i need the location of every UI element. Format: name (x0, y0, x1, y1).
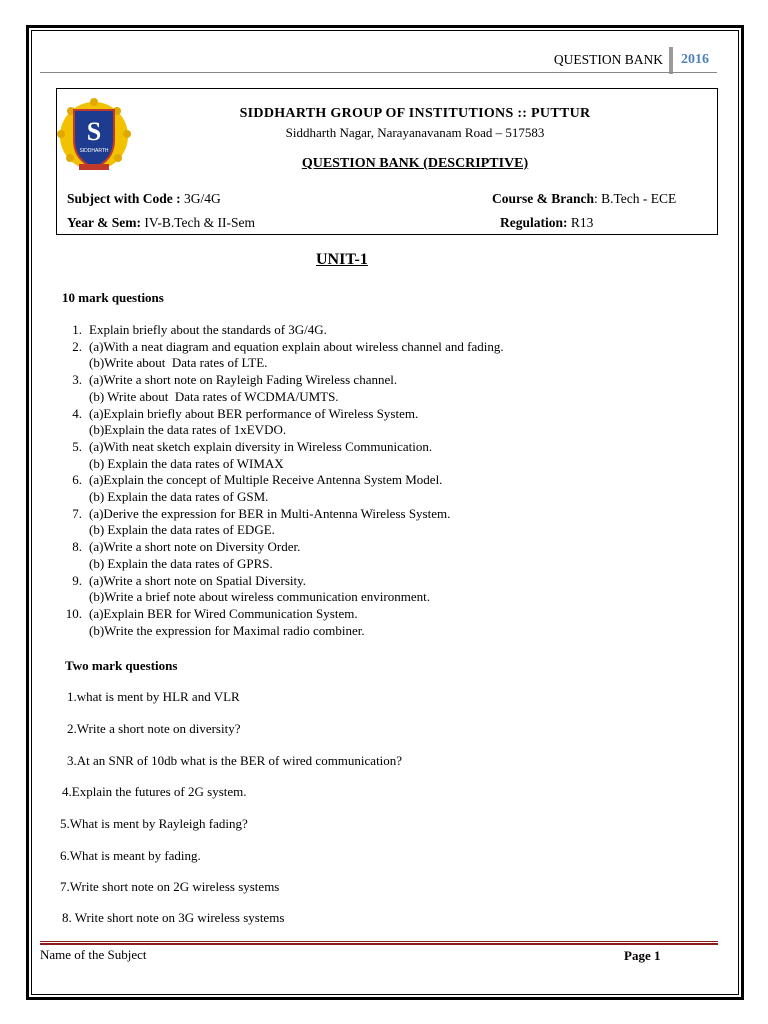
two-mark-question: 8. Write short note on 3G wireless systems (62, 910, 285, 925)
question-number: 1. (72, 322, 82, 337)
question-number: 2. (72, 338, 82, 354)
footer-page-number: Page 1 (624, 948, 661, 963)
question-text: (a)Explain briefly about BER performance of Wireless System. (89, 405, 419, 421)
question-number: 6. (72, 472, 82, 488)
two-mark-question: 1.what is ment by HLR and VLR (67, 689, 240, 704)
two-mark-question: 2.Write a short note on diversity? (67, 721, 241, 736)
question-text: Explain briefly about the standards of 3G/4G. (89, 322, 327, 337)
question-number: 3. (72, 372, 82, 388)
two-mark-question: 5.What is ment by Rayleigh fading? (60, 816, 248, 831)
page-header (554, 48, 709, 72)
svg-text:S: S (86, 117, 102, 146)
question-number: 7. (72, 505, 82, 521)
header-divider (669, 47, 673, 74)
footer-rule-thick (40, 943, 718, 945)
question-text: (b)Write about Data rates of LTE. (89, 355, 268, 371)
two-mark-question: 4.Explain the futures of 2G system. (62, 784, 247, 799)
subject-label: Subject with Code : (67, 191, 181, 206)
question-text: (b) Explain the data rates of GSM. (89, 489, 269, 504)
document-title: QUESTION BANK (DESCRIPTIVE) (301, 156, 529, 171)
question-number: 4. (72, 405, 82, 421)
institution-logo (57, 96, 131, 174)
ten-mark-heading: 10 mark questions (62, 290, 164, 305)
unit-heading: UNIT-1 (316, 251, 368, 268)
question-number: 5. (72, 438, 82, 454)
question-text: (b) Explain the data rates of WIMAX (89, 455, 284, 471)
question-text: (b) Explain the data rates of EDGE. (89, 522, 275, 538)
question-text: (b)Explain the data rates of 1xEVDO. (89, 422, 287, 438)
question-text: (a)Write a short note on Rayleigh Fading Wireless channel. (89, 372, 398, 388)
header-year: 2016 (681, 52, 709, 67)
question-text: (b)Write the expression for Maximal radio combiner. (89, 622, 365, 638)
question-text: (a)Write a short note on Diversity Order. (89, 539, 301, 555)
year-value: IV-B.Tech & II-Sem (140, 215, 256, 230)
year-label: Year & Sem: (67, 215, 141, 230)
header-title: QUESTION BANK (553, 52, 663, 67)
question-text: (a)Write a short note on Spatial Diversity. (89, 572, 307, 588)
two-mark-question: 3.At an SNR of 10db what is the BER of wired communication? (67, 753, 403, 768)
question-text: (a)Explain the concept of Multiple Receive Antenna System Model. (89, 472, 443, 488)
question-number: 10. (65, 605, 82, 621)
subject-info (67, 191, 221, 207)
course-label: Course & Branch (492, 191, 594, 206)
regulation-value: R13 (567, 215, 594, 230)
question-text: (a)Explain BER for Wired Communication System. (89, 605, 358, 621)
regulation-label: Regulation: (500, 215, 568, 230)
institution-name: SIDDHARTH GROUP OF INSTITUTIONS :: PUTTUR (239, 106, 591, 121)
header-rule (40, 72, 717, 73)
question-text: (a)With a neat diagram and equation explain about wireless channel and fading. (89, 338, 504, 354)
svg-text:SIDDHARTH: SIDDHARTH (79, 148, 109, 154)
question-text: (b) Explain the data rates of GPRS. (89, 555, 273, 571)
two-mark-heading: Two mark questions (65, 658, 178, 673)
course-value: : B.Tech - ECE (594, 191, 677, 206)
footer-subject: Name of the Subject (40, 947, 147, 962)
question-text: (b) Write about Data rates of WCDMA/UMTS. (89, 388, 339, 404)
two-mark-question: 6.What is meant by fading. (60, 848, 201, 863)
footer-rule-thin (40, 941, 718, 942)
regulation-info (500, 215, 593, 231)
year-info (67, 215, 255, 231)
question-text: (b)Write a brief note about wireless communication environment. (89, 589, 430, 605)
subject-value: 3G/4G (180, 191, 221, 206)
question-number: 8. (72, 539, 82, 555)
question-number: 9. (72, 572, 82, 588)
question-text: (a)Derive the expression for BER in Multi-Antenna Wireless System. (89, 505, 451, 521)
institution-address: Siddharth Nagar, Narayanavanam Road – 517583 (285, 125, 545, 140)
question-text: (a)With neat sketch explain diversity in Wireless Communication. (89, 438, 433, 454)
two-mark-question: 7.Write short note on 2G wireless systems (60, 879, 280, 894)
course-info (492, 191, 676, 207)
